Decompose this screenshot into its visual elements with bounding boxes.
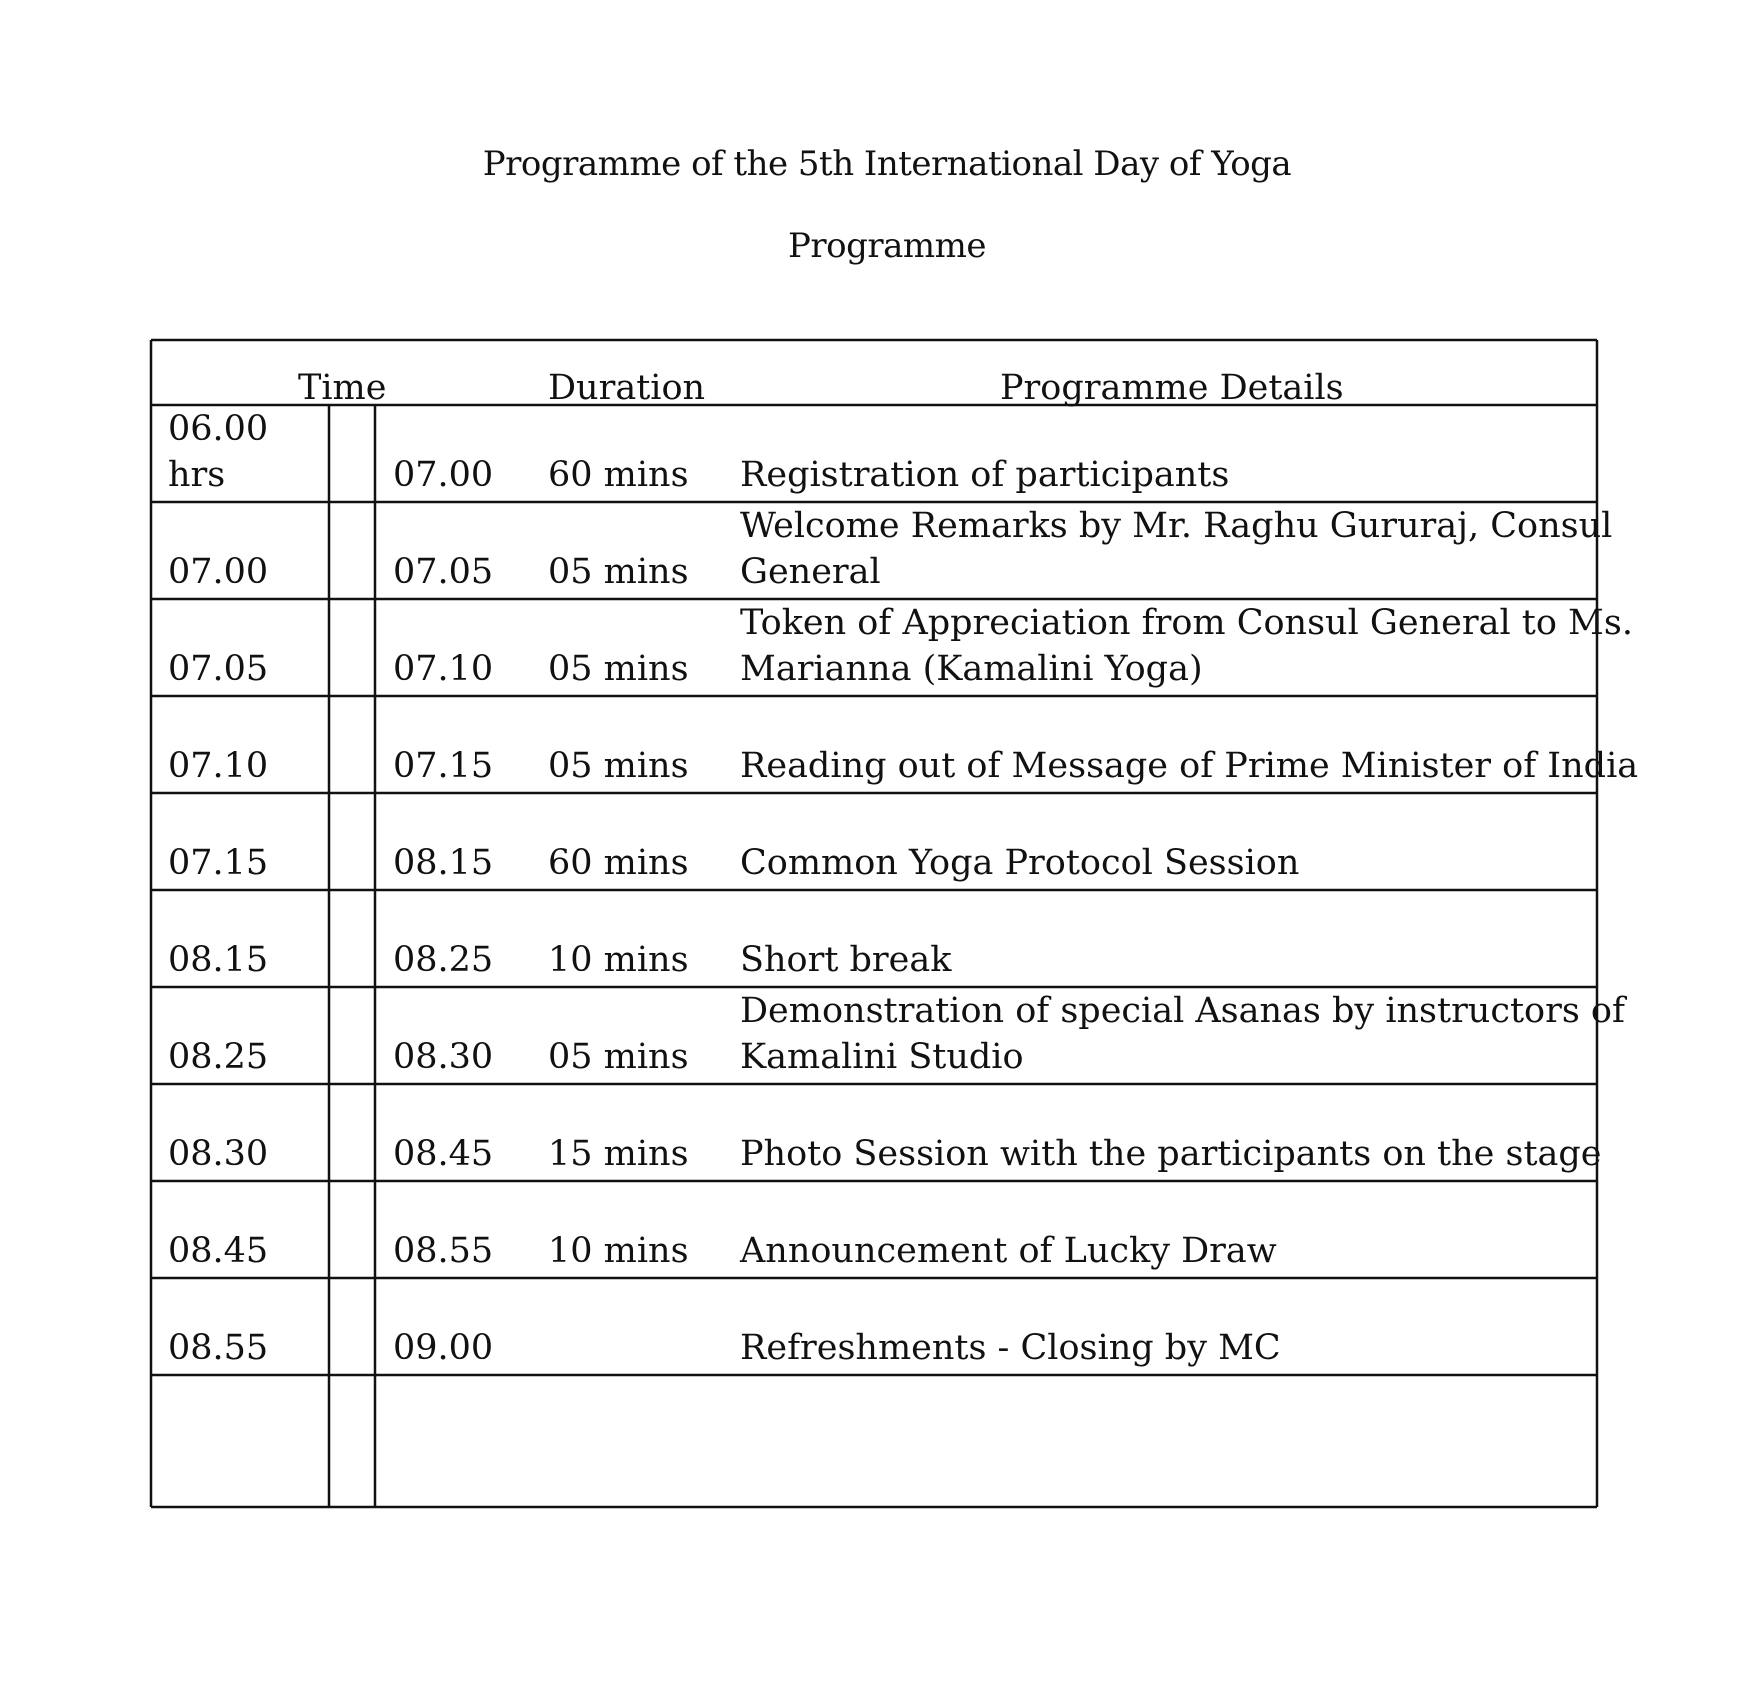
row-end-time: 07.05 — [393, 552, 494, 592]
row-details-line: Demonstration of special Asanas by instructors of — [740, 991, 1625, 1031]
row-start-time: 07.00 — [168, 552, 269, 592]
row-duration: 05 mins — [548, 746, 689, 786]
row-duration: 60 mins — [548, 843, 689, 883]
row-details-line: Short break — [740, 940, 952, 980]
row-end-time: 08.55 — [393, 1231, 494, 1271]
row-end-time: 08.25 — [393, 940, 494, 980]
row-details-line: Common Yoga Protocol Session — [740, 843, 1300, 883]
row-duration: 05 mins — [548, 1037, 689, 1077]
row-duration: 10 mins — [548, 1231, 689, 1271]
header-programme-details: Programme Details — [1000, 368, 1344, 408]
doc-title: Programme of the 5th International Day of Yoga — [482, 144, 1292, 184]
row-duration: 60 mins — [548, 455, 689, 495]
row-start-time: 08.45 — [168, 1231, 269, 1271]
row-end-time: 09.00 — [393, 1328, 494, 1368]
row-start-time: 08.15 — [168, 940, 269, 980]
row-start-suffix: hrs — [168, 455, 226, 495]
row-duration: 05 mins — [548, 552, 689, 592]
row-end-time: 07.00 — [393, 455, 494, 495]
row-details-line: Reading out of Message of Prime Minister of India — [740, 746, 1639, 786]
row-start-time: 06.00 — [168, 409, 269, 449]
header-time: Time — [298, 368, 387, 408]
row-duration: 15 mins — [548, 1134, 689, 1174]
row-details-line: Marianna (Kamalini Yoga) — [740, 649, 1203, 689]
row-end-time: 08.45 — [393, 1134, 494, 1174]
row-start-time: 07.05 — [168, 649, 269, 689]
row-end-time: 08.30 — [393, 1037, 494, 1077]
row-duration: 05 mins — [548, 649, 689, 689]
row-details-line: Token of Appreciation from Consul General to Ms. — [740, 603, 1633, 643]
doc-subtitle: Programme — [788, 226, 986, 266]
row-details-line: Refreshments - Closing by MC — [740, 1328, 1281, 1368]
row-details-line: Photo Session with the participants on the stage — [740, 1134, 1602, 1174]
header-duration: Duration — [548, 368, 706, 408]
row-end-time: 08.15 — [393, 843, 494, 883]
row-start-time: 08.25 — [168, 1037, 269, 1077]
row-start-time: 08.55 — [168, 1328, 269, 1368]
row-details-line: Registration of participants — [740, 455, 1230, 495]
row-details-line: Kamalini Studio — [740, 1037, 1024, 1077]
row-details-line: General — [740, 552, 881, 592]
row-start-time: 08.30 — [168, 1134, 269, 1174]
row-end-time: 07.15 — [393, 746, 494, 786]
row-start-time: 07.15 — [168, 843, 269, 883]
row-duration: 10 mins — [548, 940, 689, 980]
row-start-time: 07.10 — [168, 746, 269, 786]
row-end-time: 07.10 — [393, 649, 494, 689]
row-details-line: Welcome Remarks by Mr. Raghu Gururaj, Consul — [740, 506, 1613, 546]
row-details-line: Announcement of Lucky Draw — [740, 1231, 1277, 1271]
